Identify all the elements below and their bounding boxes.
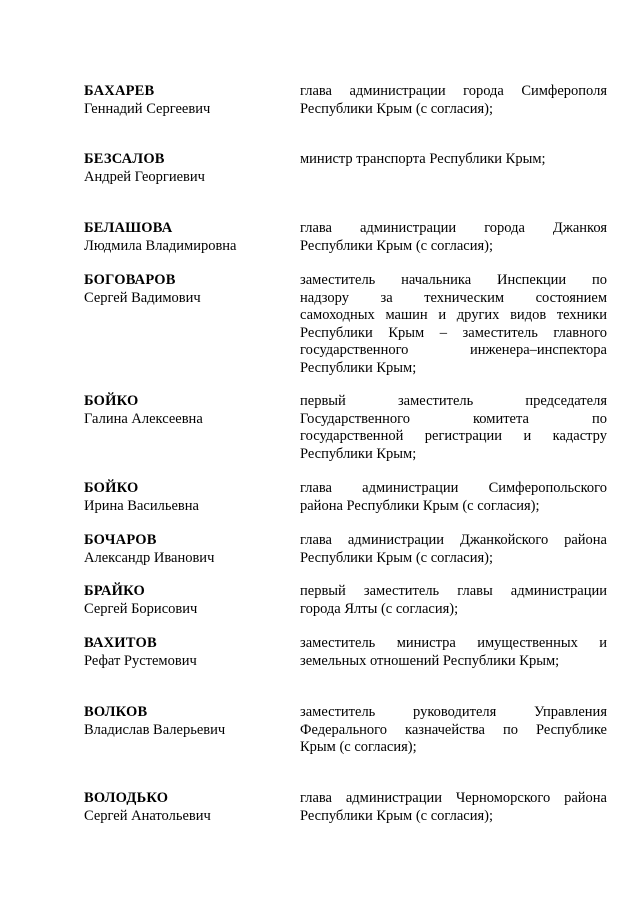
position-line: заместитель министра имущественных и [300, 635, 607, 651]
position-line: самоходных машин и других видов техники [300, 307, 607, 323]
surname: ВОЛКОВ [84, 704, 148, 720]
given-names: Рефат Рустемович [84, 652, 197, 669]
position-line: города Ялты (с согласия); [300, 600, 459, 617]
position-text [300, 272, 607, 377]
position-line: государственного инженера–инспектора [300, 342, 607, 358]
position-line: Республики Крым; [300, 359, 417, 376]
position-line: первый заместитель главы администрации [300, 583, 607, 599]
position-text [300, 83, 607, 118]
person-name [84, 220, 284, 255]
surname: БАХАРЕВ [84, 83, 155, 99]
surname: БЕЛАШОВА [84, 220, 173, 236]
position-text [300, 480, 607, 515]
position-line: Республики Крым; [300, 445, 417, 462]
person-name [84, 583, 284, 618]
position-line: Крым (с согласия); [300, 739, 417, 755]
position-text [300, 790, 607, 825]
given-names: Ирина Васильевна [84, 497, 199, 514]
position-line: Республики Крым (с согласия); [300, 237, 494, 254]
given-names: Людмила Владимировна [84, 237, 237, 254]
given-names: Владислав Валерьевич [84, 721, 226, 738]
person-name [84, 151, 284, 186]
position-line: надзору за техническим состоянием [300, 289, 607, 306]
position-line: глава администрации Симферопольского [300, 480, 607, 496]
person-name [84, 272, 284, 307]
position-line: глава администрации города Джанкоя [300, 220, 607, 236]
person-name [84, 635, 284, 670]
surname: БЕЗСАЛОВ [84, 151, 165, 167]
position-line: района Республики Крым (с согласия); [300, 497, 540, 514]
surname: ВОЛОДЬКО [84, 790, 169, 806]
surname: БОГОВАРОВ [84, 272, 176, 288]
position-line: первый заместитель председателя [300, 393, 607, 409]
position-line: Республики Крым (с согласия); [300, 549, 494, 566]
surname: БРАЙКО [84, 583, 145, 599]
person-name [84, 790, 284, 825]
position-line: глава администрации Черноморского района [300, 790, 607, 806]
position-line: министр транспорта Республики Крым; [300, 151, 546, 167]
position-line: глава администрации Джанкойского района [300, 532, 607, 548]
surname: БОЙКО [84, 480, 139, 496]
position-line: Государственного комитета по [300, 410, 607, 427]
position-text [300, 704, 607, 757]
person-name [84, 480, 284, 515]
surname: БОЙКО [84, 393, 139, 409]
position-text [300, 393, 607, 463]
person-name [84, 83, 284, 118]
position-text [300, 532, 607, 567]
given-names: Андрей Георгиевич [84, 168, 205, 185]
position-line: глава администрации города Симферополя [300, 83, 607, 99]
person-name [84, 704, 284, 739]
given-names: Александр Иванович [84, 549, 215, 566]
person-name [84, 532, 284, 567]
given-names: Геннадий Сергеевич [84, 100, 211, 117]
position-text [300, 220, 607, 255]
given-names: Сергей Борисович [84, 600, 198, 617]
given-names: Сергей Вадимович [84, 289, 201, 306]
position-line: заместитель начальника Инспекции по [300, 272, 607, 288]
position-line: земельных отношений Республики Крым; [300, 652, 560, 669]
surname: БОЧАРОВ [84, 532, 157, 548]
position-line: заместитель руководителя Управления [300, 704, 607, 720]
position-line: Федерального казначейства по Республике [300, 721, 607, 738]
position-text [300, 635, 607, 670]
given-names: Галина Алексеевна [84, 410, 203, 427]
position-line: Республики Крым (с согласия); [300, 807, 494, 824]
position-text [300, 583, 607, 618]
position-line: Республики Крым (с согласия); [300, 100, 494, 117]
surname: ВАХИТОВ [84, 635, 157, 651]
person-name [84, 393, 284, 428]
given-names: Сергей Анатольевич [84, 807, 211, 824]
position-text [300, 151, 607, 169]
position-line: Республики Крым – заместитель главного [300, 324, 607, 341]
position-line: государственной регистрации и кадастру [300, 428, 607, 444]
